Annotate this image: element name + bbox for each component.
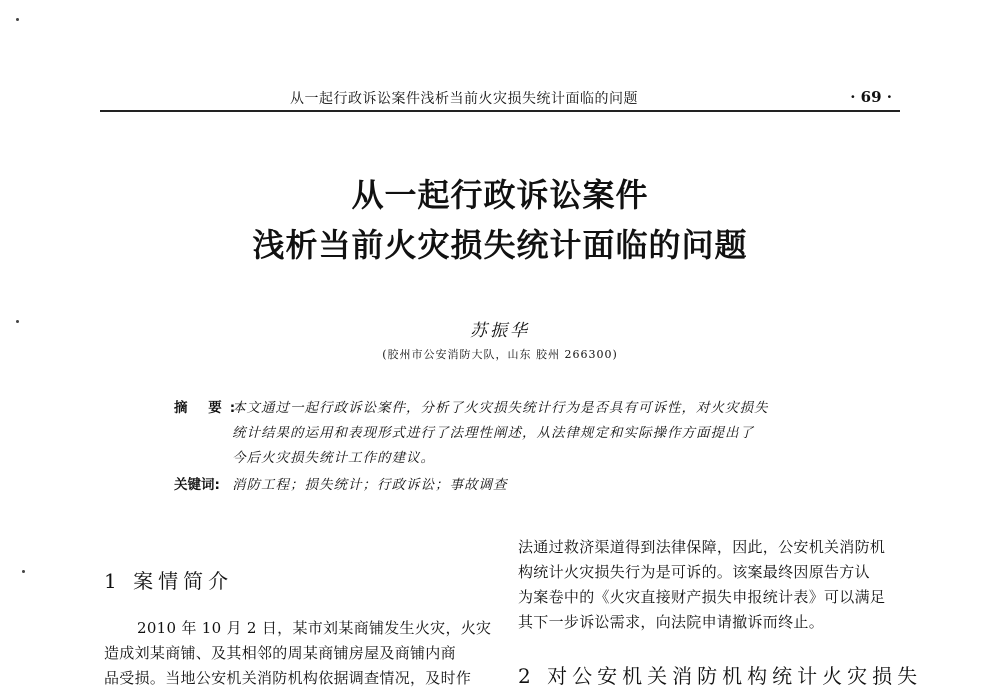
- body-line: 为案卷中的《火灾直接财产损失申报统计表》可以满足: [518, 588, 886, 606]
- scan-mark: [22, 570, 25, 573]
- keywords-label: 关键词:: [174, 477, 220, 493]
- author-name: 苏振华: [470, 321, 530, 341]
- body-line: 法通过救济渠道得到法律保障，因此，公安机关消防机: [518, 538, 886, 556]
- body-line: 造成刘某商铺、及其相邻的周某商铺房屋及商铺内商: [104, 644, 456, 662]
- article-title-line-1: 从一起行政诉讼案件: [351, 176, 649, 214]
- article-title-line-2: 浅析当前火灾损失统计面临的问题: [252, 226, 748, 264]
- page-number: · 69 ·: [850, 88, 892, 106]
- scan-mark: [16, 18, 19, 21]
- body-line: 构统计火灾损失行为是可诉的。该案最终因原告方认: [518, 563, 870, 581]
- running-header: [100, 84, 900, 112]
- keywords-text: 消防工程；损失统计；行政诉讼；事故调查: [232, 477, 508, 493]
- body-line: 2010 年 10 月 2 日，某市刘某商铺发生火灾，火灾: [137, 619, 492, 637]
- author-affiliation: (胶州市公安消防大队，山东 胶州 266300): [382, 348, 618, 361]
- abstract-line: 统计结果的运用和表现形式进行了法理性阐述，从法律规定和实际操作方面提出了: [232, 425, 754, 441]
- body-line: 其下一步诉讼需求，向法院申请撤诉而终止。: [518, 613, 825, 631]
- section-1-heading: 1 案情简介: [104, 569, 234, 593]
- section-2-heading: 2 对公安机关消防机构统计火灾损失: [518, 664, 923, 688]
- abstract-line: 今后火灾损失统计工作的建议。: [232, 450, 435, 466]
- abstract-label: 摘 要:: [174, 400, 244, 416]
- abstract-line: 本文通过一起行政诉讼案件，分析了火灾损失统计行为是否具有可诉性，对火灾损失: [232, 400, 769, 416]
- body-line: 品受损。当地公安机关消防机构依据调查情况，及时作: [104, 669, 472, 687]
- running-title: 从一起行政诉讼案件浅析当前火灾损失统计面临的问题: [290, 91, 638, 107]
